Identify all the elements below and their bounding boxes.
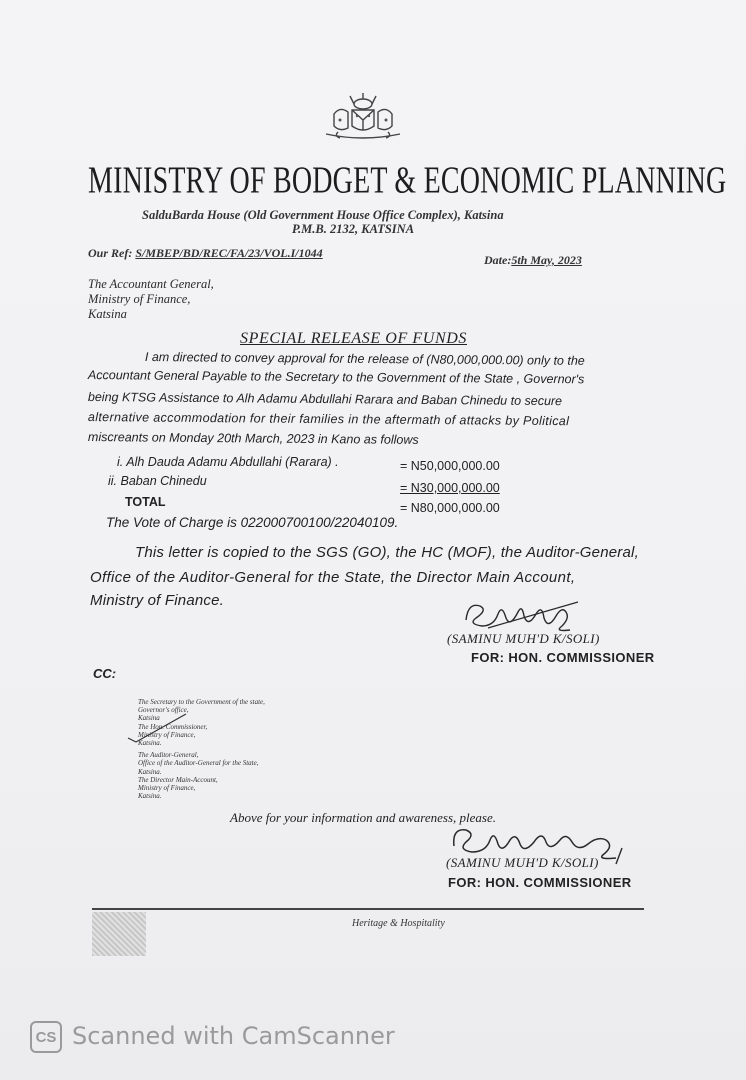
vote-of-charge: The Vote of Charge is 022000700100/22040109. (106, 515, 399, 530)
body-line-1: I am directed to convey approval for the release of (N80,000,000.00) only to the (144, 350, 585, 368)
cc-line: Ministry of Finance, (138, 730, 196, 739)
allocation-amount-total: = N80,000,000.00 (400, 501, 500, 515)
signature-bottom-title: FOR: HON. COMMISSIONER (448, 875, 632, 890)
date-value: 5th May, 2023 (511, 253, 582, 267)
recipient-line-2: Ministry of Finance, (88, 292, 191, 306)
allocation-amount-2: = N30,000,000.00 (400, 481, 500, 495)
closing-note: Above for your information and awareness, please. (230, 810, 496, 825)
signature-top-title: FOR: HON. COMMISSIONER (471, 650, 655, 665)
signature-top-name: (SAMINU MUH'D K/SOLI) (447, 631, 600, 646)
footer-stamp-image (92, 912, 146, 956)
cc-line: Katsina. (138, 739, 162, 748)
our-ref-label: Our Ref: (88, 246, 133, 260)
footer-motto: Heritage & Hospitality (352, 918, 445, 929)
body-line-3: being KTSG Assistance to Alh Adamu Abdullahi Rarara and Baban Chinedu to secure (87, 390, 563, 409)
letter-heading: SPECIAL RELEASE OF FUNDS (240, 330, 467, 347)
allocation-label-1: i. Alh Dauda Adamu Abdullahi (Rarara) . (117, 455, 339, 469)
allocation-label-total: TOTAL (125, 495, 166, 509)
cc-line: The Secretary to the Government of the state, (138, 698, 265, 706)
copied-line-1: This letter is copied to the SGS (GO), the HC (MOF), the Auditor-General, (135, 544, 639, 561)
ministry-name: MINISTRY OF BODGET & ECONOMIC PLANNING (88, 160, 727, 202)
cc-line: The Hon. Commissioner, (138, 722, 208, 731)
cc-tick-mark-icon (126, 710, 196, 744)
our-ref-value: S/MBEP/BD/REC/FA/23/VOL.I/1044 (135, 246, 323, 260)
camscanner-watermark: Scanned with CamScanner (72, 1022, 395, 1050)
body-line-2: Accountant General Payable to the Secretary to the Government of the State , Governor's (87, 368, 585, 387)
recipient-line-3: Katsina (88, 307, 127, 321)
allocation-label-2: ii. Baban Chinedu (108, 474, 207, 488)
cc-label: CC: (93, 666, 117, 681)
our-ref (88, 246, 323, 261)
camscanner-logo-icon: CS (30, 1021, 62, 1053)
body-line-5: miscreants on Monday 20th March, 2023 in Kano as follows (87, 430, 419, 447)
letter-date (484, 253, 582, 268)
cc-line: Katsina. (138, 792, 162, 801)
body-line-4: alternative accommodation for their families in the aftermath of attacks by Political (87, 410, 570, 429)
recipient-line-1: The Accountant General, (88, 277, 214, 291)
address-line-2: P.M.B. 2132, KATSINA (292, 222, 415, 236)
cc-line: The Auditor-General, (138, 751, 199, 760)
coat-of-arms-icon (320, 92, 406, 140)
cc-line: Katsina (138, 714, 160, 723)
cc-line: The Director Main-Account, (138, 775, 218, 784)
copied-line-2: Office of the Auditor-General for the State, the Director Main Account, (90, 569, 576, 586)
cc-line: Office of the Auditor-General for the State, (138, 759, 259, 768)
cc-line: Governor's office, (138, 706, 189, 715)
address-line-1: SalduBarda House (Old Government House Office Complex), Katsina (142, 208, 504, 222)
signature-bottom-name: (SAMINU MUH'D K/SOLI) (446, 855, 599, 870)
allocation-amount-1: = N50,000,000.00 (400, 459, 500, 473)
cc-line: Ministry of Finance, (138, 784, 196, 793)
signature-top-image (458, 596, 588, 636)
footer-divider (92, 908, 644, 910)
date-label: Date: (484, 253, 512, 267)
cc-line: Katsina. (138, 767, 162, 776)
copied-line-3: Ministry of Finance. (90, 592, 225, 609)
